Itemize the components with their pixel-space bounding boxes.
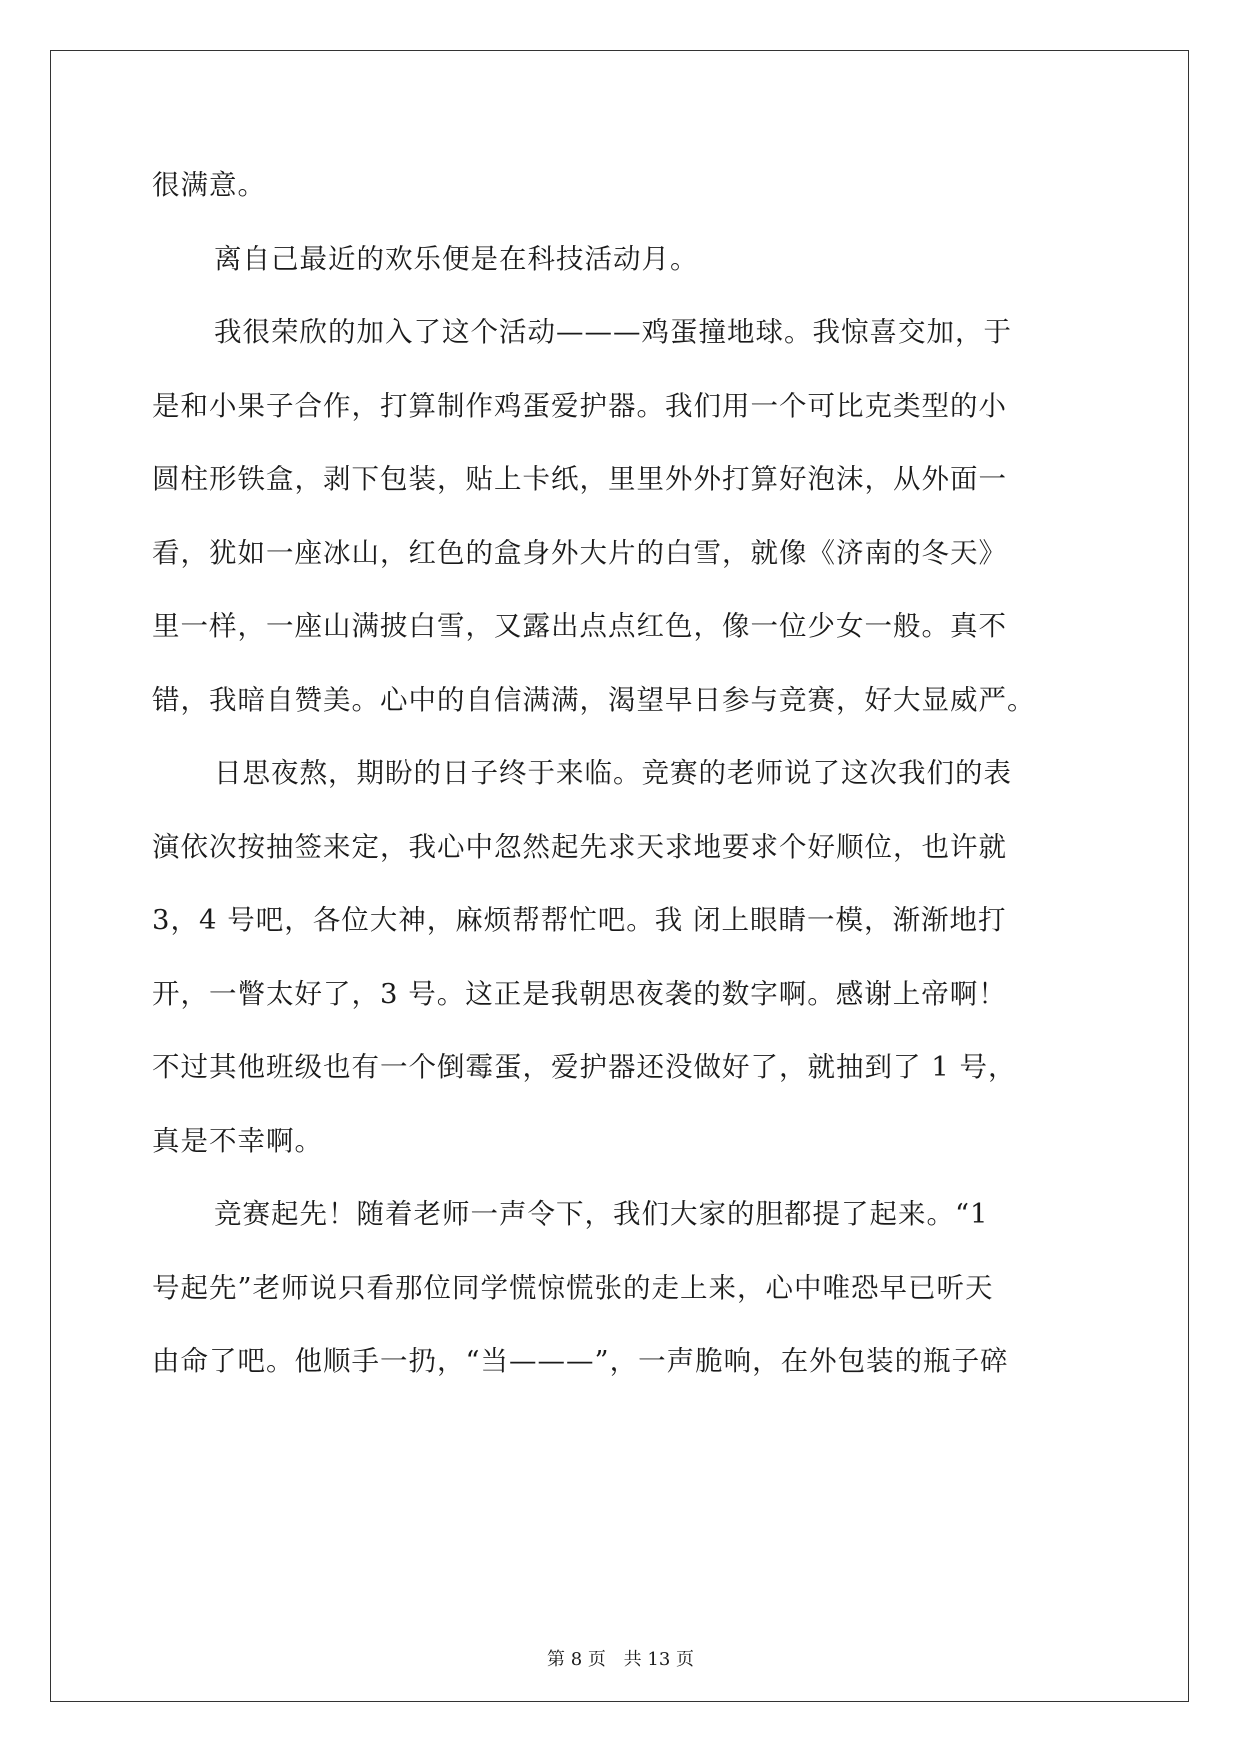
- text-line: 由命了吧。他顺手一扔，“当———”，一声脆响，在外包装的瓶子碎: [152, 1345, 1009, 1377]
- text-line: 很满意。: [152, 169, 266, 201]
- text-line: 3，4 号吧，各位大神，麻烦帮帮忙吧。我 闭上眼睛一模，渐渐地打: [152, 904, 1007, 936]
- text-line: 真是不幸啊。: [152, 1125, 323, 1157]
- text-line: 我很荣欣的加入了这个活动———鸡蛋撞地球。我惊喜交加，于: [214, 316, 1012, 348]
- text-line: 看，犹如一座冰山，红色的盒身外大片的白雪，就像《济南的冬天》: [152, 537, 1007, 569]
- page-frame: [50, 50, 1189, 1702]
- text-line: 错，我暗自赞美。心中的自信满满，渴望早日参与竞赛，好大显威严。: [152, 684, 1036, 716]
- text-line: 是和小果子合作，打算制作鸡蛋爱护器。我们用一个可比克类型的小: [152, 390, 1007, 422]
- text-line: 圆柱形铁盒，剥下包装，贴上卡纸，里里外外打算好泡沫，从外面一: [152, 463, 1007, 495]
- text-line: 离自己最近的欢乐便是在科技活动月。: [214, 243, 699, 275]
- page-footer: [0, 1648, 1241, 1672]
- text-line: 号起先”老师说只看那位同学慌惊慌张的走上来，心中唯恐早已听天: [152, 1272, 994, 1304]
- page-total: 共 13 页: [623, 1649, 694, 1670]
- page-number: 第 8 页: [547, 1649, 606, 1670]
- text-line: 开，一瞥太好了，3 号。这正是我朝思夜袭的数字啊。感谢上帝啊！: [152, 978, 1007, 1010]
- text-line: 竞赛起先！随着老师一声令下，我们大家的胆都提了起来。“1: [214, 1198, 989, 1230]
- text-line: 里一样，一座山满披白雪，又露出点点红色，像一位少女一般。真不: [152, 610, 1007, 642]
- text-line: 不过其他班级也有一个倒霉蛋，爱护器还没做好了，就抽到了 1 号，: [152, 1051, 1017, 1083]
- text-line: 演依次按抽签来定，我心中忽然起先求天求地要求个好顺位，也许就: [152, 831, 1007, 863]
- text-line: 日思夜熬，期盼的日子终于来临。竞赛的老师说了这次我们的表: [214, 757, 1012, 789]
